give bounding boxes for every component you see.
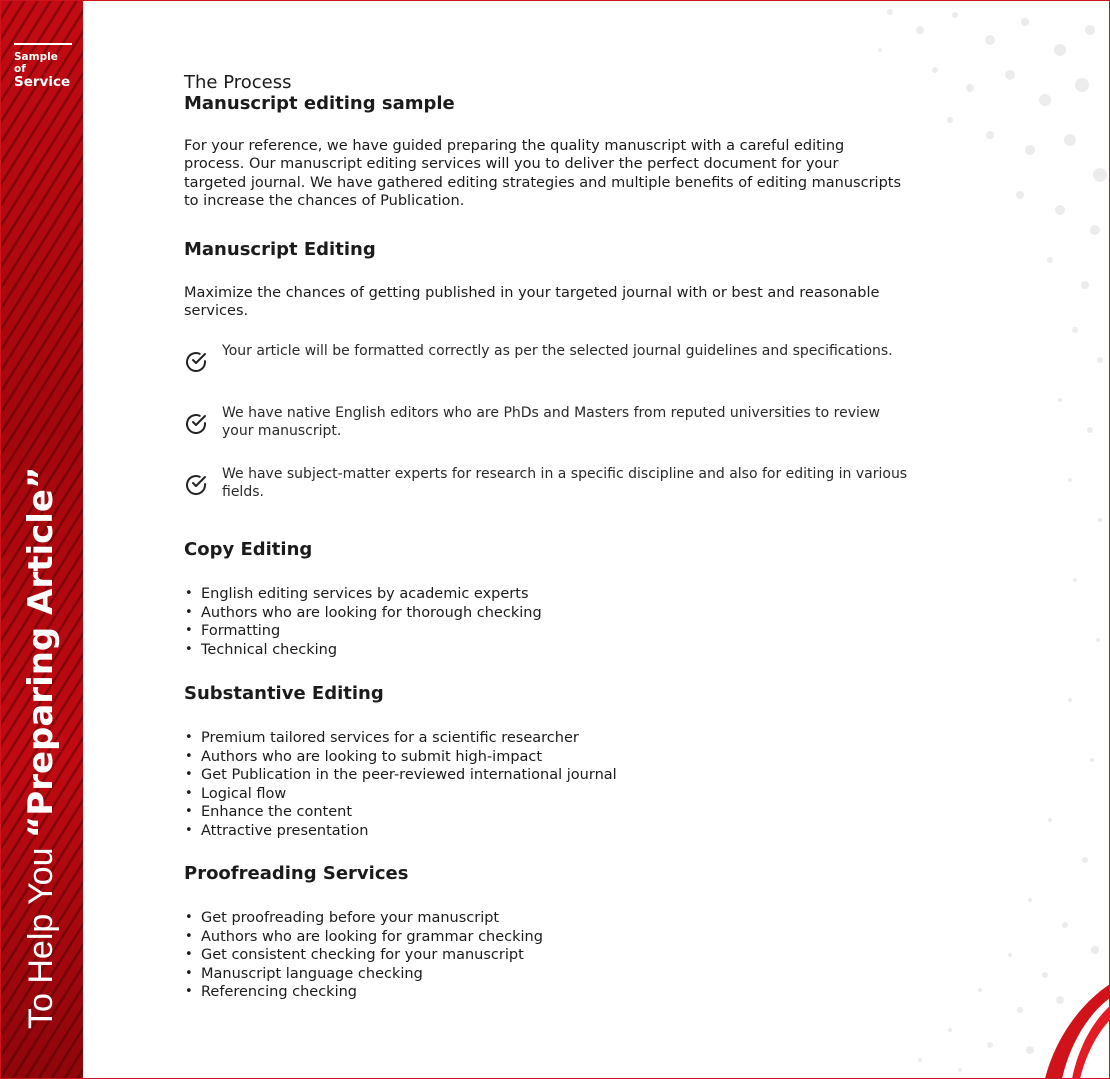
check-item-text: We have subject-matter experts for research in a specific discipline and also for editing in various fields. (222, 466, 908, 500)
list-item: • Authors who are looking to submit high-impact (184, 748, 617, 767)
list-item: • Get consistent checking for your manuscript (184, 946, 543, 965)
page-title: Manuscript editing sample (184, 93, 455, 114)
list-item: • Manuscript language checking (184, 965, 543, 984)
list-item: • Get proofreading before your manuscript (184, 909, 543, 928)
proofreading-list (184, 909, 543, 1002)
check-item-text: We have native English editors who are PhDs and Masters from reputed universities to review your manuscript. (222, 405, 880, 439)
sidebar-banner (1, 1, 83, 1078)
section-kicker: The Process (184, 72, 292, 93)
intro-paragraph: For your reference, we have guided preparing the quality manuscript with a careful editing process. Our manuscript editing services will you to deliver the perfect document for your targeted journal. We have gathered editing strategies and multiple benefits of editing manuscripts to increase the chances of Publication. (184, 138, 902, 209)
vertical-tagline (21, 467, 61, 1029)
manuscript-editing-description: Maximize the chances of getting published in your targeted journal with or best and reasonable services. (184, 285, 880, 320)
tagline-bold: “Preparing Article” (21, 466, 61, 839)
list-item: • Technical checking (184, 641, 542, 660)
check-circle-icon (184, 350, 208, 374)
tagline-light: To Help You (22, 838, 60, 1029)
list-item: • Authors who are looking for thorough checking (184, 604, 542, 623)
corner-swoosh-graphic (1040, 984, 1110, 1079)
list-item: • Logical flow (184, 785, 617, 804)
list-item: • Enhance the content (184, 803, 617, 822)
list-item: • Authors who are looking for grammar checking (184, 928, 543, 947)
substantive-editing-heading: Substantive Editing (184, 683, 384, 704)
substantive-editing-list (184, 729, 617, 840)
list-item: • Attractive presentation (184, 822, 617, 841)
list-item: • Referencing checking (184, 983, 543, 1002)
list-item: • Get Publication in the peer-reviewed international journal (184, 766, 617, 785)
check-item-text: Your article will be formatted correctly as per the selected journal guidelines and specifications. (222, 343, 893, 359)
check-circle-icon (184, 473, 208, 497)
proofreading-heading: Proofreading Services (184, 863, 409, 884)
copy-editing-list (184, 585, 542, 659)
list-item: • Premium tailored services for a scientific researcher (184, 729, 617, 748)
manuscript-editing-heading: Manuscript Editing (184, 239, 376, 260)
sample-of-service-badge (14, 43, 72, 90)
check-circle-icon (184, 412, 208, 436)
list-item: • English editing services by academic experts (184, 585, 542, 604)
badge-line-1: Sample of (14, 51, 58, 75)
copy-editing-heading: Copy Editing (184, 539, 313, 560)
list-item: • Formatting (184, 622, 542, 641)
badge-line-2: Service (14, 74, 71, 90)
